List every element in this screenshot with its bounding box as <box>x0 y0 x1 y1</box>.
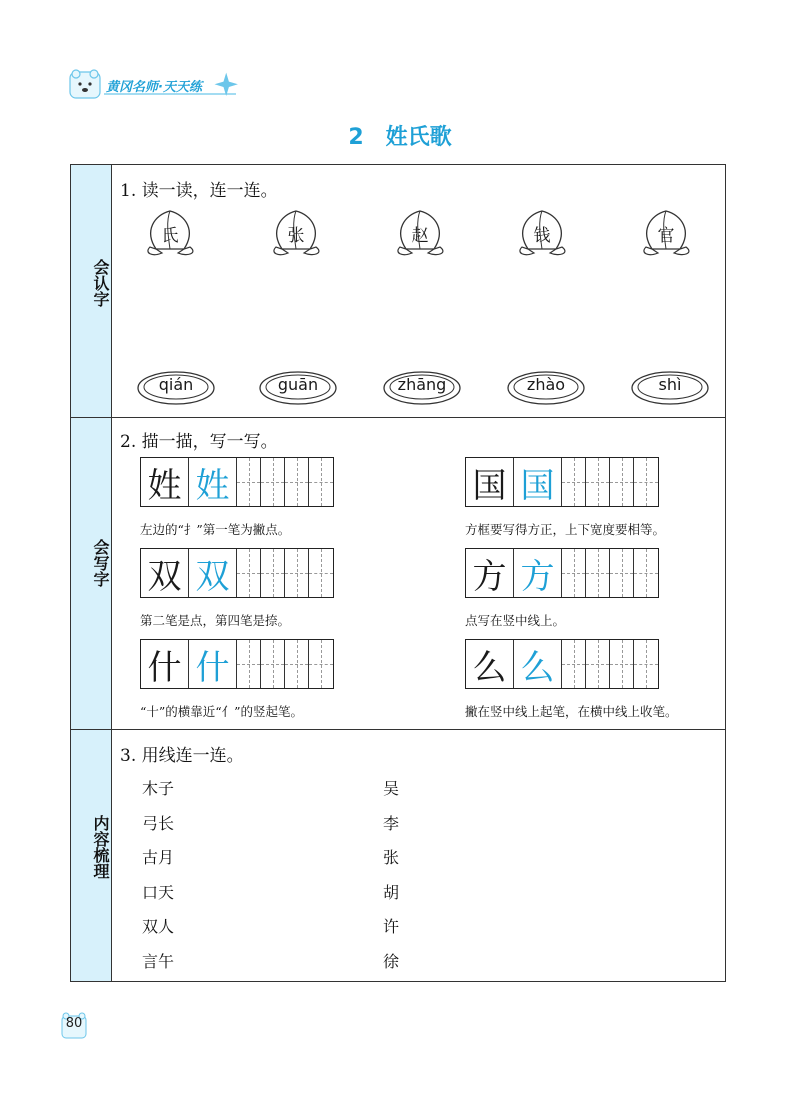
writing-tip: 方框要写得方正，上下宽度要相等。 <box>465 522 666 537</box>
practice-cell[interactable] <box>309 458 333 506</box>
peach-card[interactable] <box>636 207 706 259</box>
trace-character: 什 <box>195 647 230 688</box>
practice-cell[interactable] <box>610 458 634 506</box>
writing-tip: 点写在竖中线上。 <box>465 613 566 628</box>
writing-tip: 第二笔是点，第四笔是捺。 <box>140 613 291 628</box>
model-cell <box>466 549 514 597</box>
writing-grid <box>465 548 659 598</box>
practice-cell[interactable] <box>610 549 634 597</box>
practice-cell[interactable] <box>562 458 586 506</box>
section-label-recognize: 会认字 <box>91 259 110 307</box>
match-left-item[interactable]: 古月 <box>142 848 175 867</box>
match-right-item[interactable]: 张 <box>383 848 400 867</box>
practice-cell[interactable] <box>309 640 333 688</box>
practice-cell[interactable] <box>237 549 261 597</box>
pinyin-plate[interactable] <box>630 369 710 405</box>
practice-cell[interactable] <box>237 640 261 688</box>
pinyin-plate[interactable] <box>136 369 216 405</box>
page-number: 80 <box>65 1016 83 1031</box>
practice-cell[interactable] <box>586 549 610 597</box>
practice-cell[interactable] <box>285 549 309 597</box>
writing-grid <box>140 457 334 507</box>
model-character: 么 <box>472 647 507 688</box>
peach-character: 赵 <box>411 226 429 246</box>
match-right-item[interactable]: 胡 <box>383 883 400 902</box>
model-cell <box>466 640 514 688</box>
peach-character: 张 <box>287 226 305 246</box>
model-character: 姓 <box>147 465 182 506</box>
trace-character: 方 <box>520 556 555 597</box>
practice-cell[interactable] <box>285 458 309 506</box>
trace-cell[interactable] <box>189 640 237 688</box>
match-left-item[interactable]: 双人 <box>142 917 175 936</box>
model-cell <box>466 458 514 506</box>
practice-cell[interactable] <box>586 458 610 506</box>
lesson-title: 姓氏歌 <box>385 125 452 150</box>
trace-character: 双 <box>195 556 230 597</box>
brand-header <box>66 66 266 106</box>
practice-cell[interactable] <box>610 640 634 688</box>
model-character: 方 <box>472 556 507 597</box>
practice-cell[interactable] <box>634 458 658 506</box>
trace-cell[interactable] <box>189 549 237 597</box>
divider-1 <box>71 417 725 418</box>
pinyin-text: shì <box>658 375 682 394</box>
page-number-badge <box>60 1012 86 1038</box>
writing-grid <box>140 548 334 598</box>
practice-cell[interactable] <box>285 640 309 688</box>
writing-grid <box>140 639 334 689</box>
practice-cell[interactable] <box>562 549 586 597</box>
practice-cell[interactable] <box>261 640 285 688</box>
trace-cell[interactable] <box>514 549 562 597</box>
pinyin-text: zhāng <box>397 375 447 394</box>
trace-cell[interactable] <box>514 458 562 506</box>
peach-character: 官 <box>657 226 675 246</box>
trace-character: 姓 <box>195 465 230 506</box>
match-right-item[interactable]: 徐 <box>383 952 400 971</box>
peach-character: 钱 <box>533 226 551 246</box>
practice-cell[interactable] <box>634 640 658 688</box>
trace-cell[interactable] <box>514 640 562 688</box>
pinyin-text: zhào <box>526 375 566 394</box>
match-right-item[interactable]: 李 <box>383 814 400 833</box>
match-right-item[interactable]: 许 <box>383 917 400 936</box>
trace-cell[interactable] <box>189 458 237 506</box>
trace-character: 么 <box>520 647 555 688</box>
pinyin-text: guān <box>277 375 319 394</box>
pinyin-text: qián <box>158 375 194 394</box>
writing-grid <box>465 639 659 689</box>
question-1-title: 1. 读一读，连一连。 <box>120 181 278 201</box>
divider-2 <box>71 729 725 730</box>
model-cell <box>141 458 189 506</box>
practice-cell[interactable] <box>261 458 285 506</box>
pinyin-plate[interactable] <box>258 369 338 405</box>
peach-card[interactable] <box>266 207 336 259</box>
match-left-item[interactable]: 弓长 <box>142 814 175 833</box>
lesson-number: 2 <box>348 125 364 150</box>
model-character: 双 <box>147 556 182 597</box>
practice-cell[interactable] <box>261 549 285 597</box>
practice-cell[interactable] <box>586 640 610 688</box>
peach-card[interactable] <box>140 207 210 259</box>
page-title <box>0 120 800 151</box>
match-left-item[interactable]: 口天 <box>142 883 175 902</box>
pinyin-plate[interactable] <box>382 369 462 405</box>
writing-grid <box>465 457 659 507</box>
practice-cell[interactable] <box>634 549 658 597</box>
match-left-item[interactable]: 言午 <box>142 952 175 971</box>
model-cell <box>141 640 189 688</box>
writing-tip: 撇在竖中线上起笔，在横中线上收笔。 <box>465 704 678 719</box>
section-label-write: 会写字 <box>91 539 110 587</box>
model-character: 国 <box>472 465 507 506</box>
practice-cell[interactable] <box>309 549 333 597</box>
pinyin-plate[interactable] <box>506 369 586 405</box>
match-left-item[interactable]: 木子 <box>142 779 175 798</box>
question-2-title: 2. 描一描，写一写。 <box>120 432 278 452</box>
writing-tip: “十”的横靠近“亻”的竖起笔。 <box>140 704 304 719</box>
section-label-review: 内容梳理 <box>91 815 110 879</box>
trace-character: 国 <box>520 465 555 506</box>
match-right-item[interactable]: 吴 <box>383 779 400 798</box>
peach-card[interactable] <box>390 207 460 259</box>
practice-cell[interactable] <box>237 458 261 506</box>
question-3-title: 3. 用线连一连。 <box>120 746 244 766</box>
peach-character: 氏 <box>161 226 179 246</box>
model-character: 什 <box>147 647 182 688</box>
writing-tip: 左边的“扌”第一笔为撇点。 <box>140 522 291 537</box>
brand-name: 黄冈名师·天天练 <box>106 80 202 95</box>
peach-card[interactable] <box>512 207 582 259</box>
model-cell <box>141 549 189 597</box>
practice-cell[interactable] <box>562 640 586 688</box>
